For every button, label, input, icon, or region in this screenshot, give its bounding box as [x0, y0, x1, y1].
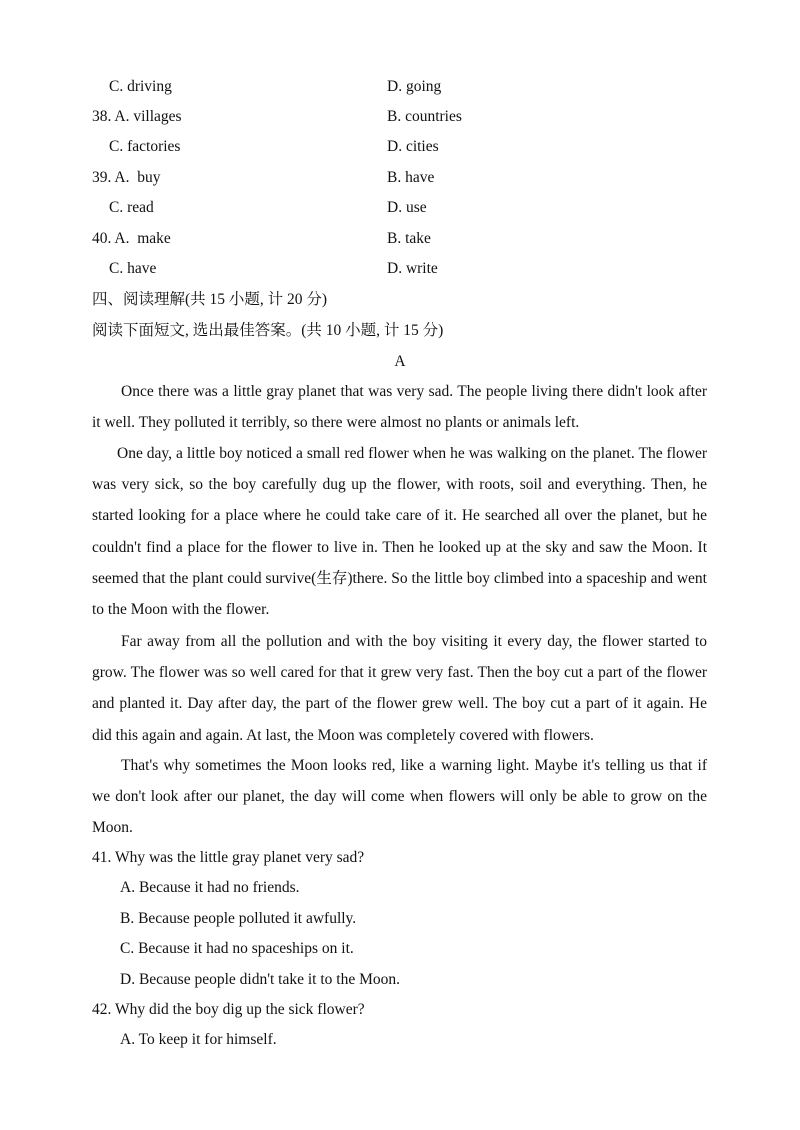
passage-paragraph	[92, 438, 707, 625]
question-option: B. Because people polluted it awfully.	[120, 910, 357, 927]
option-left: C. factories	[109, 138, 181, 155]
paragraph-text: Once there was a little gray planet that was very sad. The people living there didn't look after it well. They polluted it terribly, so there were almost no plants or animals left.	[92, 383, 707, 432]
question-option: A. Because it had no friends.	[120, 879, 300, 896]
option-right: D. write	[387, 260, 438, 277]
section-instruction: 阅读下面短文, 选出最佳答案。(共 10 小题, 计 15 分)	[92, 322, 444, 339]
paragraph-text: Far away from all the pollution and with the boy visiting it every day, the flower started to grow. The flower was so well cared for that it grew very fast. Then the boy cut a part of the flower and planted it. Day after day, the part of the flower grew well. The boy cut a part of it again. He did this again and again. At last, the Moon was completely covered with flowers.	[92, 633, 707, 744]
paragraph-text: One day, a little boy noticed a small red flower when he was walking on the planet. The flower was very sick, so the boy carefully dug up the flower, with roots, soil and everything. Then, he started looking for a place where he could take care of it. He searched all over the planet, but he couldn't find a place for the flower to live in. Then he looked up at the sky and saw the Moon. It seemed that the plant could survive(生存)there. So the little boy climbed into a spaceship and went to the Moon with the flower.	[92, 445, 707, 619]
option-left: 39. A. buy	[92, 169, 161, 186]
option-row	[92, 167, 712, 189]
option-left: 40. A. make	[92, 230, 171, 247]
option-left: C. have	[109, 260, 157, 277]
section-heading: 四、阅读理解(共 15 小题, 计 20 分)	[92, 291, 328, 308]
option-left: C. driving	[109, 78, 172, 95]
option-right: B. take	[387, 230, 431, 247]
option-right: B. countries	[387, 108, 462, 125]
question-option: A. To keep it for himself.	[120, 1031, 277, 1048]
passage-label: A	[394, 353, 406, 370]
option-row	[92, 136, 712, 158]
paragraph-text: That's why sometimes the Moon looks red, like a warning light. Maybe it's telling us that if we don't look after our planet, the day will come when flowers will only be able to grow on the Moon.	[92, 757, 707, 837]
option-right: D. use	[387, 199, 427, 216]
question-stem: 41. Why was the little gray planet very sad?	[92, 849, 365, 866]
option-row	[92, 76, 712, 98]
option-row	[92, 228, 712, 250]
question-option: C. Because it had no spaceships on it.	[120, 940, 354, 957]
option-right: D. going	[387, 78, 442, 95]
option-row	[92, 258, 712, 280]
question-option: D. Because people didn't take it to the Moon.	[120, 971, 401, 988]
option-left: 38. A. villages	[92, 108, 182, 125]
option-row	[92, 106, 712, 128]
option-right: D. cities	[387, 138, 439, 155]
option-left: C. read	[109, 199, 154, 216]
question-stem: 42. Why did the boy dig up the sick flower?	[92, 1001, 365, 1018]
passage-paragraph	[92, 626, 707, 751]
passage-paragraph	[92, 750, 707, 844]
passage-paragraph	[92, 376, 707, 438]
option-row	[92, 197, 712, 219]
option-right: B. have	[387, 169, 435, 186]
